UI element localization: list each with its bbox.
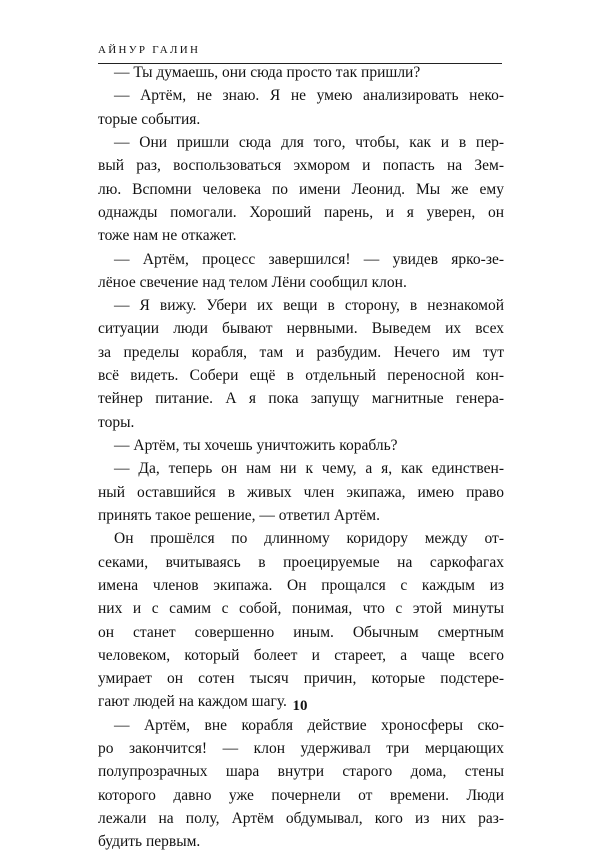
text-line: лю. Вспомни человека по имени Леонид. Мы же ему (98, 180, 504, 198)
running-header-author: АЙНУР ГАЛИН (98, 44, 201, 56)
text-line: гают людей на каждом шагу. (98, 693, 287, 711)
text-line: торы. (98, 413, 135, 431)
text-line: секами, вчитываясь в проецируемые на саркофагах (98, 553, 504, 571)
text-line: лежали на полу, Артём обдумывал, кого из них раз- (98, 810, 504, 827)
text-line: — Ты думаешь, они сюда просто так пришли? (114, 64, 421, 81)
text-line: всё видеть. Собери ещё в отдельный переносной кон- (98, 367, 504, 385)
text-line: ро закончится! — клон удерживал три мерцающих (98, 740, 504, 758)
text-line: тоже нам не откажет. (98, 227, 237, 245)
page-body-text (98, 61, 504, 854)
text-line: — Артём, ты хочешь уничтожить корабль? (114, 437, 398, 454)
text-line: ситуации люди бывают нервными. Выведем их всех (98, 320, 504, 338)
text-line: торые события. (98, 110, 201, 128)
text-line: которого давно уже почернели от времени. Люди (98, 786, 504, 804)
page-number: 10 (292, 698, 308, 714)
text-line: — Артём, процесс завершился! — увидев ярко-зе- (114, 250, 504, 268)
text-line: ный оставшийся в живых член экипажа, имею право (98, 483, 504, 501)
text-line: них и с самим с собой, понимая, что с этой минуты (98, 600, 504, 618)
text-line: вый раз, воспользоваться эхмором и попасть на Зем- (98, 157, 504, 175)
text-line: будить первым. (98, 833, 201, 851)
text-line: полупрозрачных шара внутри старого дома, стены (98, 763, 504, 781)
text-line: — Артём, вне корабля действие хроносферы ско- (114, 716, 504, 734)
text-line: он станет совершенно иным. Обычным смертным (98, 623, 504, 641)
text-line: — Они пришли сюда для того, чтобы, как и в пер- (114, 133, 504, 151)
text-line: — Я вижу. Убери их вещи в сторону, в незнакомой (114, 297, 504, 315)
text-line: — Артём, не знаю. Я не умею анализировать неко- (114, 87, 504, 105)
text-line: — Да, теперь он нам ни к чему, а я, как единствен- (114, 460, 504, 478)
text-line: принять такое решение, — ответил Артём. (98, 506, 380, 524)
text-line: Он прошёлся по длинному коридору между от- (114, 530, 504, 548)
text-line: за пределы корабля, там и разбудим. Нечего им тут (98, 343, 504, 361)
text-line: имена членов экипажа. Он прощался с каждым из (98, 576, 504, 594)
text-line: человеком, который болеет и стареет, а чаще всего (98, 646, 504, 664)
text-line: умирает он сотен тысяч причин, которые подстере- (98, 670, 504, 688)
text-line: однажды помогали. Хороший парень, и я уверен, он (98, 203, 504, 221)
text-line: лёное свечение над телом Лёни сообщил клон. (98, 273, 407, 291)
text-line: тейнер питание. А я пока запущу магнитные генера- (98, 390, 504, 408)
